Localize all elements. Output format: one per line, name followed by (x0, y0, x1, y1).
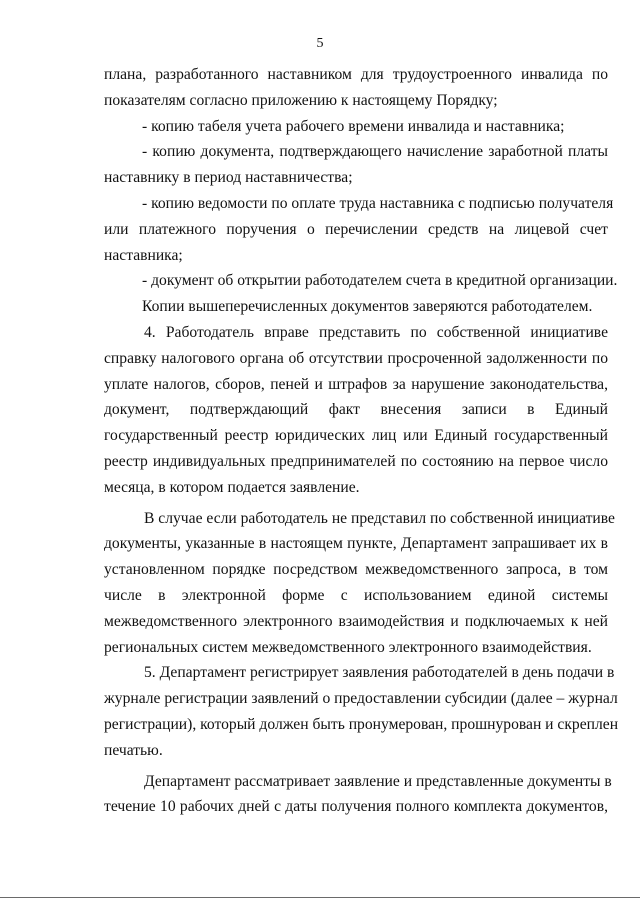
list-item-line: - копию ведомости по оплате труда наставника с подписью получателя (142, 194, 614, 212)
list-item-line: или платежного поручения о перечислении средств на лицевой счет (104, 220, 608, 238)
list-item-line: - копию табеля учета рабочего времени инвалида и наставника; (142, 117, 565, 135)
paragraph-line: течение 10 рабочих дней с даты получения полного комплекта документов, (104, 798, 608, 816)
page-number: 5 (316, 36, 324, 51)
page-bottom-edge (0, 897, 640, 898)
list-item-line: - копию документа, подтверждающего начисление заработной платы (142, 143, 608, 161)
paragraph-line: региональных систем межведомственного электронного взаимодействия. (104, 638, 592, 656)
paragraph-line: справку налогового органа об отсутствии просроченной задолженности по (104, 349, 608, 367)
text-line: Копии вышеперечисленных документов заверяются работодателем. (142, 298, 593, 316)
paragraph-line: регистрации), который должен быть пронумерован, прошнурован и скреплен (104, 715, 619, 733)
paragraph-line: месяца, в котором подается заявление. (104, 478, 360, 496)
text-line: плана, разработанного наставником для трудоустроенного инвалида по (104, 66, 608, 83)
list-item-line: - документ об открытии работодателем счета в кредитной организации. (142, 272, 618, 290)
paragraph-line: установленном порядке посредством межведомственного запроса, в том (104, 561, 608, 579)
paragraph-line: В случае если работодатель не представил по собственной инициативе (144, 509, 615, 527)
paragraph-line: числе в электронной форме с использованием единой системы (104, 586, 608, 604)
list-item-line: наставника; (104, 246, 183, 264)
paragraph-line: 5. Департамент регистрирует заявления работодателей в день подачи в (144, 664, 615, 682)
paragraph-line: уплате налогов, сборов, пеней и штрафов за нарушение законодательства, (104, 375, 608, 393)
paragraph-line: документы, указанные в настоящем пункте, Департамент запрашивает их в (104, 535, 608, 553)
document-body (104, 62, 619, 820)
paragraph-line: Департамент рассматривает заявление и представленные документы в (144, 772, 612, 790)
paragraph-line: государственный реестр юридических лиц или Единый государственный (104, 427, 608, 445)
paragraph-line: журнале регистрации заявлений о предоставлении субсидии (далее – журнал (104, 690, 618, 708)
text-line: показателям согласно приложению к настоящему Порядку; (104, 91, 498, 109)
paragraph-line: документ, подтверждающий факт внесения записи в Единый (104, 401, 608, 419)
paragraph-line: 4. Работодатель вправе представить по собственной инициативе (144, 323, 608, 341)
list-item-line: наставнику в период наставничества; (104, 169, 353, 187)
paragraph-line: печатью. (104, 741, 163, 759)
paragraph-line: межведомственного электронного взаимодействия и подключаемых к ней (104, 612, 608, 630)
paragraph-line: реестр индивидуальных предпринимателей по состоянию на первое число (104, 452, 608, 470)
